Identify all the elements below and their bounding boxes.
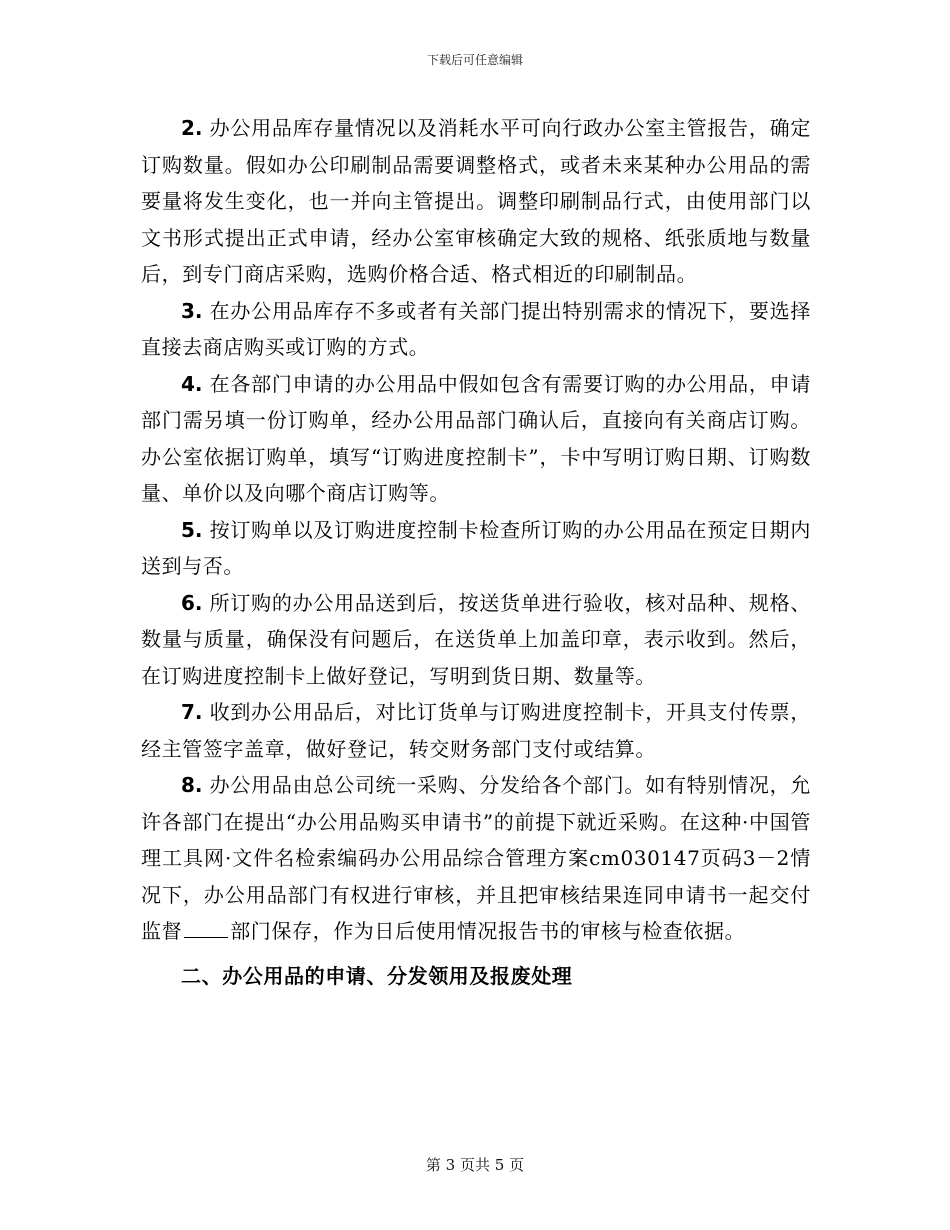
paragraph-5 — [141, 512, 811, 585]
page-header: 下载后可任意编辑 — [426, 53, 523, 67]
paragraph-text: 办公用品由总公司统一采购、分发给各个部门。如有特别情况，允许各部门在提出“办公用品购买申请书”的前提下就近采购。在这种·中国管理工具网·文件名检索编码办公用品综合管理方案cm030147页码3－2情况下，办公用品部门有权进行审核，并且把审核结果连同申请书一起交付监督 — [141, 773, 811, 943]
document-body — [141, 110, 811, 994]
paragraph-text: 在办公用品库存不多或者有关部门提出特别需求的情况下，要选择直接去商店购买或订购的方式。 — [141, 298, 811, 359]
paragraph-text: 收到办公用品后，对比订货单与订购进度控制卡，开具支付传票，经主管签字盖章，做好登记，转交财务部门支付或结算。 — [141, 700, 811, 761]
paragraph-text: 办公用品库存量情况以及消耗水平可向行政办公室主管报告，确定订购数量。假如办公印刷制品需要调整格式，或者未来某种办公用品的需要量将发生变化，也一并向主管提出。调整印刷制品行式，由使用部门以文书形式提出正式申请，经办公室审核确定大致的规格、纸张质地与数量后，到专门商店采购，选购价格合适、格式相近的印刷制品。 — [141, 116, 811, 286]
item-number: 3. — [181, 298, 203, 323]
page-number: 第 3 页共 5 页 — [425, 1156, 525, 1174]
item-number: 8. — [181, 773, 203, 797]
paragraph-8 — [141, 767, 811, 950]
paragraph-6 — [141, 585, 811, 695]
paragraph-text: 所订购的办公用品送到后，按送货单进行验收，核对品种、规格、数量与质量，确保没有问题后，在送货单上加盖印章，表示收到。然后，在订购进度控制卡上做好登记，写明到货日期、数量等。 — [141, 590, 811, 688]
paragraph-3 — [141, 293, 811, 366]
paragraph-2 — [141, 110, 811, 293]
paragraph-7 — [141, 694, 811, 767]
section-heading: 二、办公用品的申请、分发领用及报废处理 — [181, 963, 573, 988]
item-number: 4. — [181, 371, 203, 396]
item-number: 6. — [181, 590, 203, 615]
paragraph-4 — [141, 366, 811, 512]
item-number: 5. — [181, 517, 203, 542]
item-number: 2. — [181, 116, 203, 140]
paragraph-text: 按订购单以及订购进度控制卡检查所订购的办公用品在预定日期内送到与否。 — [141, 517, 811, 578]
fill-in-blank — [184, 919, 228, 938]
paragraph-text-continued: 部门保存，作为日后使用情况报告书的审核与检查依据。 — [230, 919, 746, 943]
paragraph-text: 在各部门申请的办公用品中假如包含有需要订购的办公用品，申请部门需另填一份订购单，经办公用品部门确认后，直接向有关商店订购。办公室依据订购单，填写“订购进度控制卡”，卡中写明订购日期、订购数量、单价以及向哪个商店订购等。 — [141, 371, 811, 505]
item-number: 7. — [181, 700, 203, 724]
